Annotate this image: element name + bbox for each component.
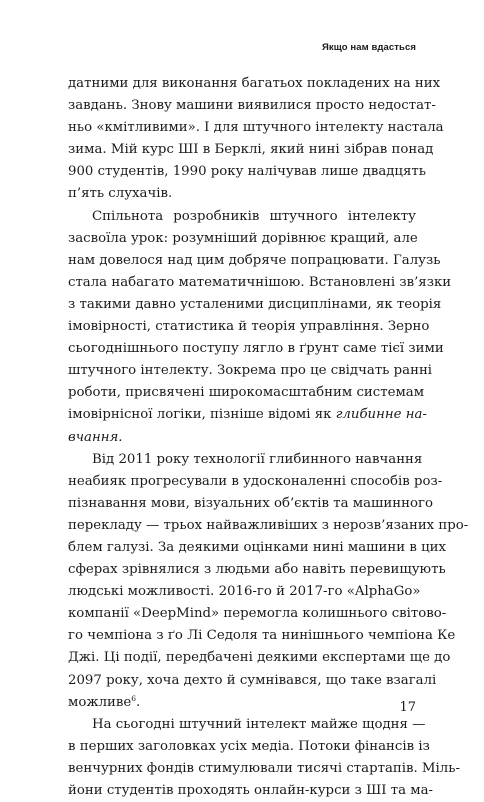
text-line [68, 117, 444, 139]
text-line [68, 360, 433, 382]
text-line-content: венчурних фондів стимулювали тисячі стартапів. Міль- [68, 760, 460, 776]
text-line [68, 780, 434, 802]
text-line [68, 449, 423, 471]
text-line [68, 139, 434, 161]
text-line-content: Спільнота розробників штучного інтелекту [92, 208, 416, 224]
text-line [68, 338, 444, 360]
text-line-content: неабияк прогресували в удосконаленні способів роз- [68, 473, 443, 489]
text-line-content: 2097 року, хоча дехто й сумнівався, що таке взагалі [68, 672, 437, 688]
text-line-content: пізнавання мови, візуальних об’єктів та машинного [68, 495, 433, 511]
text-line-content: імовірнісної логіки, пізніше відомі як [68, 407, 332, 423]
text-line [68, 95, 436, 117]
trailing-punctuation: . [136, 694, 141, 710]
text-line-content: п’ять слухачів. [68, 186, 173, 202]
trailing-punctuation: . [118, 429, 123, 445]
text-line [68, 692, 416, 714]
text-line [68, 471, 443, 493]
text-line [68, 647, 451, 669]
text-line-content: штучного інтелекту. Зокрема про це свідчать ранні [68, 363, 433, 379]
text-line [68, 714, 426, 736]
text-line-content: сферах зрівнялися з людьми або навіть перевищують [68, 562, 446, 578]
italic-term: вчання [68, 429, 119, 445]
text-line-content: датними для виконання багатьох покладених на них [68, 76, 441, 91]
text-line [68, 382, 425, 404]
body-text [68, 73, 469, 802]
text-line [68, 559, 446, 581]
text-line [68, 493, 433, 515]
text-line-content: засвоїла урок: розумніший дорівнює кращий, але [68, 230, 418, 246]
text-line [68, 758, 460, 780]
text-line-content: Джі. Ці події, передбачені деякими експертами ще до [68, 650, 451, 666]
text-line [68, 670, 437, 692]
text-line [68, 537, 446, 559]
running-head: Якщо нам вдасться [321, 42, 416, 53]
text-line [68, 272, 452, 294]
text-line-content: імовірності, статистика й теорія управління. Зерно [68, 319, 430, 335]
text-line [68, 250, 441, 272]
text-line-content: нам довелося над цим добряче попрацювати. Галузь [68, 252, 441, 268]
text-line [68, 736, 430, 758]
text-line [68, 427, 416, 449]
text-line-content: завдань. Знову машини виявилися просто недостат- [68, 98, 436, 114]
text-line-content: йони студентів проходять онлайн-курси з ШІ та ма- [68, 783, 434, 798]
text-line [68, 161, 426, 183]
page-number: 17 [399, 700, 416, 715]
text-line-content: блем галузі. За деякими оцінками нині машини в цих [68, 539, 446, 555]
text-line [68, 206, 416, 228]
text-line-content: зима. Мій курс ШІ в Берклі, який нині зібрав понад [68, 142, 434, 158]
text-line-content: стала набагато математичнішою. Встановлені зв’язки [68, 274, 452, 290]
text-line-content: роботи, присвячені широкомасштабним системам [68, 385, 425, 401]
text-line-content: На сьогодні штучний інтелект майже щодня — [92, 716, 426, 732]
text-line-content: 900 студентів, 1990 року налічував лише двадцять [68, 164, 426, 180]
text-line [68, 515, 469, 537]
text-line [68, 316, 430, 338]
text-line-content: ньо «кмітливими». І для штучного інтелекту настала [68, 120, 444, 136]
text-line-content: в перших заголовках усіх медіа. Потоки фінансів із [68, 738, 430, 754]
text-line-content: людські можливості. 2016-го й 2017-го «AlphaGo» [68, 584, 421, 600]
text-line [68, 625, 456, 647]
text-line [68, 73, 441, 95]
italic-term: глибинне на- [335, 407, 427, 423]
text-line [68, 228, 416, 250]
text-line [68, 183, 416, 205]
footnote-marker[interactable]: 6 [131, 693, 137, 703]
text-line [68, 581, 421, 603]
text-line-content: Від 2011 року технології глибинного навчання [92, 451, 423, 467]
text-line-content: перекладу — трьох найважливіших з нерозв’язаних про- [68, 517, 469, 533]
text-line-content: сьогоднішнього поступу лягло в ґрунт саме тієї зими [68, 341, 444, 357]
text-line-content: з такими давно усталеними дисциплінами, як теорія [68, 296, 442, 312]
text-line-content: можливе [68, 694, 132, 710]
text-line [68, 603, 447, 625]
text-line-content: го чемпіона з ґо Лі Седоля та нинішнього чемпіона Ке [68, 628, 456, 644]
text-line [68, 404, 427, 426]
text-line [68, 294, 442, 316]
text-line-content: компанії «DeepMind» перемогла колишнього світово- [68, 606, 447, 622]
